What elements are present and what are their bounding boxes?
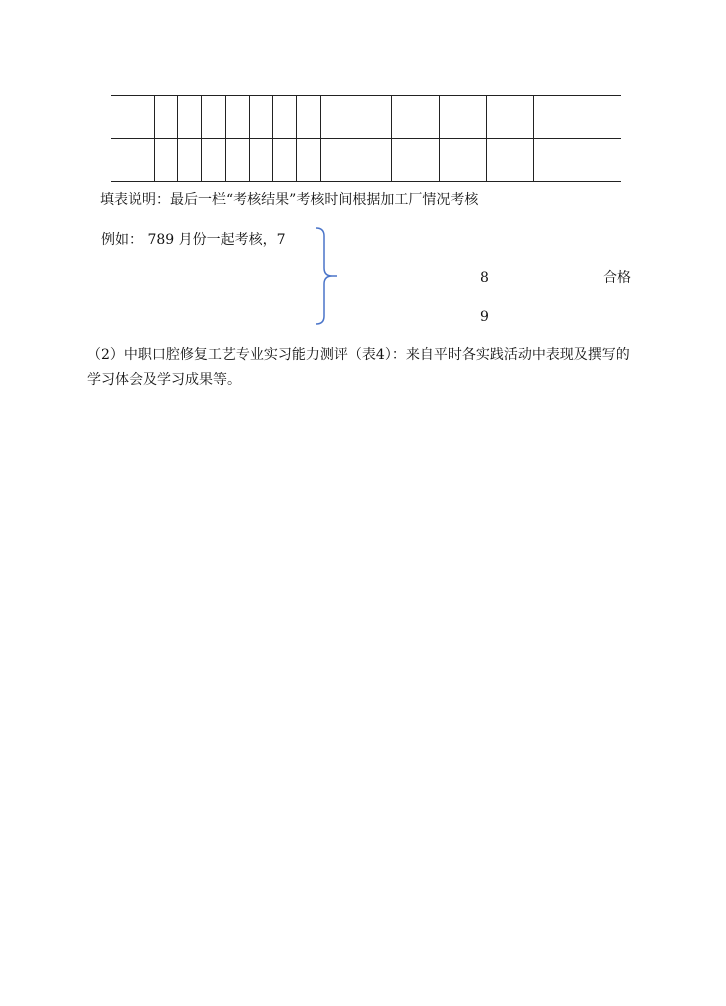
table-cell (225, 139, 249, 182)
table-row (111, 139, 621, 182)
table-cell (249, 139, 272, 182)
table-cell (296, 139, 320, 182)
table-cell (201, 96, 225, 139)
table-row (111, 96, 621, 139)
table-cell (533, 96, 621, 139)
example-text: 例如： 789 月份一起考核，7 (101, 232, 286, 248)
table-cell (486, 96, 533, 139)
example-result: 合格 (603, 270, 631, 286)
table-cell (177, 139, 201, 182)
table-cell (439, 96, 486, 139)
table-cell (486, 139, 533, 182)
table-cell (320, 96, 391, 139)
table-cell (177, 96, 201, 139)
example-month-8: 8 (480, 270, 489, 286)
paragraph-practice-assessment: （2）中职口腔修复工艺专业实习能力测评（表4）：来自平时各实践活动中表现及撰写的学习体会及学习成果等。 (87, 347, 630, 388)
table-cell (111, 96, 154, 139)
table-cell (439, 139, 486, 182)
table-cell (201, 139, 225, 182)
table-cell (296, 96, 320, 139)
table-cell (111, 139, 154, 182)
table-cell (225, 96, 249, 139)
table-cell (272, 96, 296, 139)
table-note: 填表说明：最后一栏“考核结果”考核时间根据加工厂情况考核 (100, 192, 479, 208)
curly-brace-icon (314, 226, 338, 326)
table-cell (391, 139, 439, 182)
table-cell (272, 139, 296, 182)
table-cell (320, 139, 391, 182)
table-cell (154, 96, 177, 139)
table-cell (154, 139, 177, 182)
table-cell (533, 139, 621, 182)
assessment-table (111, 95, 621, 182)
table-cell (391, 96, 439, 139)
example-month-9: 9 (480, 309, 489, 325)
table-cell (249, 96, 272, 139)
